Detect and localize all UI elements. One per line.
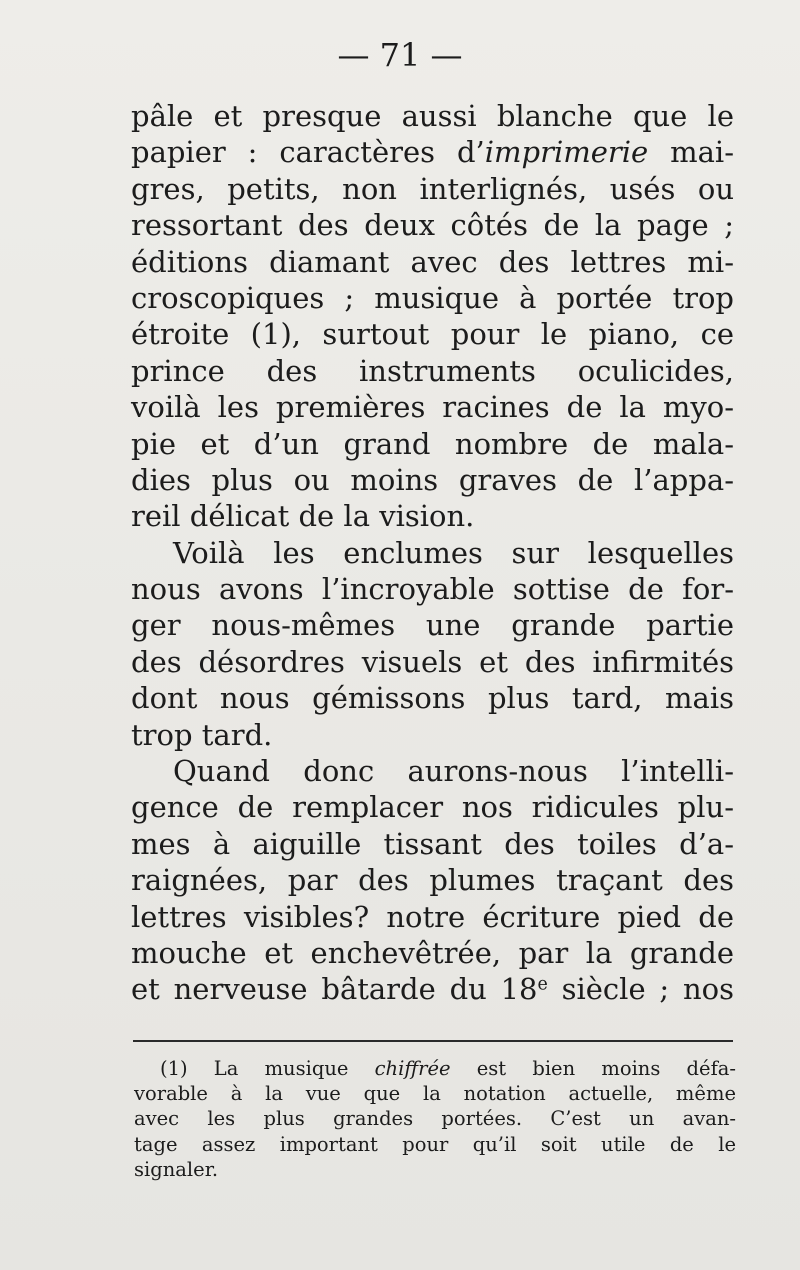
footnote-rule	[133, 1040, 733, 1042]
text-line: pie et d’un grand nombre de mala-	[131, 426, 734, 461]
main-text	[131, 98, 734, 1008]
text-line: et nerveuse bâtarde du 18e siècle ; nos	[131, 972, 734, 1007]
text-line: éditions diamant avec des lettres mi-	[131, 244, 734, 279]
text-line: gence de remplacer nos ridicules plu-	[131, 790, 734, 825]
text-line: mes à aiguille tissant des toiles d’a-	[131, 826, 734, 861]
text-line: nous avons l’incroyable sottise de for-	[131, 572, 734, 607]
page-number: — 71 —	[337, 36, 463, 74]
text-line: étroite (1), surtout pour le piano, ce	[131, 317, 734, 352]
text-line: lettres visibles? notre écriture pied de	[131, 899, 734, 934]
text-line: papier : caractères d’imprimerie mai-	[131, 135, 734, 170]
footnote-line: avec les plus grandes portées. C’est un avan-	[134, 1107, 736, 1131]
text-line: prince des instruments oculicides,	[131, 353, 734, 388]
footnote-line: vorable à la vue que la notation actuelle, même	[134, 1082, 736, 1106]
text-line: croscopiques ; musique à portée trop	[131, 280, 734, 315]
text-line: gres, petits, non interlignés, usés ou	[131, 171, 734, 206]
text-line: trop tard.	[131, 717, 273, 752]
footnote-line: tage assez important pour qu’il soit utile de le	[134, 1132, 736, 1156]
superscript: e	[537, 974, 548, 995]
text-line: dies plus ou moins graves de l’appa-	[131, 462, 734, 497]
text-line: pâle et presque aussi blanche que le	[131, 99, 734, 133]
text-line: raignées, par des plumes traçant des	[131, 863, 734, 898]
text-line: ressortant des deux côtés de la page ;	[131, 208, 734, 243]
text-line: reil délicat de la vision.	[131, 499, 475, 534]
text-line: Quand donc aurons-nous l’intelli-	[173, 754, 734, 789]
footnote	[134, 1056, 736, 1182]
text-line: mouche et enchevêtrée, par la grande	[131, 935, 734, 970]
text-line: dont nous gémissons plus tard, mais	[131, 681, 734, 716]
footnote-line: signaler.	[134, 1157, 219, 1181]
emphasis: imprimerie	[484, 135, 649, 170]
text-line: des désordres visuels et des infirmités	[131, 644, 734, 679]
text-line: ger nous-mêmes une grande partie	[131, 608, 734, 643]
footnote-line: (1) La musique chiffrée est bien moins défa-	[160, 1057, 737, 1080]
text-line: Voilà les enclumes sur lesquelles	[173, 535, 734, 570]
emphasis: chiffrée	[374, 1057, 451, 1080]
text-line: voilà les premières racines de la myo-	[131, 390, 734, 425]
